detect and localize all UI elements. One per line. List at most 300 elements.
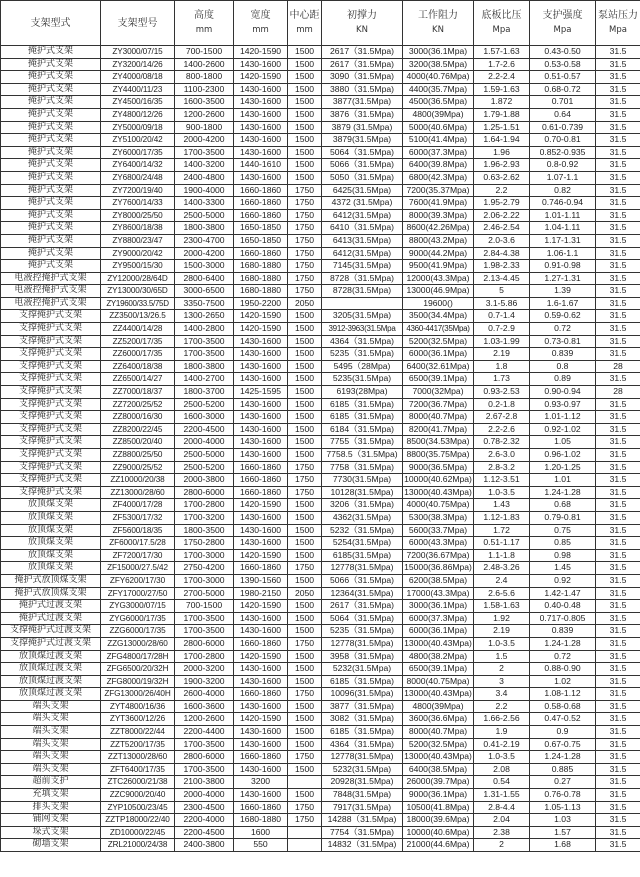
cell-support-type: 铺网支架: [1, 814, 101, 827]
cell-width: 1420-1590: [234, 46, 288, 59]
cell-setting-load: 5232(31.5Mpa): [322, 763, 403, 776]
cell-support-type: 支撑掩护式支架: [1, 486, 101, 499]
cell-height: 1900-3200: [175, 675, 234, 688]
cell-support-strength: 0.96-1.02: [530, 449, 596, 462]
cell-support-type: 掩护式支架: [1, 209, 101, 222]
cell-support-model: ZZ9000/25/52: [101, 461, 175, 474]
cell-center-distance: 1500: [288, 650, 322, 663]
cell-center-distance: 1500: [288, 423, 322, 436]
cell-base-pressure: 1.73: [474, 373, 530, 386]
cell-width: 1390-1560: [234, 574, 288, 587]
cell-center-distance: [288, 826, 322, 839]
cell-height: 2000-3200: [175, 663, 234, 676]
table-row: [1, 587, 640, 600]
table-row: [1, 600, 640, 613]
cell-setting-load: 7917(31.5Mpa): [322, 801, 403, 814]
table-row: [1, 71, 640, 84]
table-row: [1, 159, 640, 172]
cell-setting-load: 7848(31.5Mpa): [322, 789, 403, 802]
cell-support-strength: 1.57: [530, 826, 596, 839]
cell-support-strength: 0.73-0.81: [530, 335, 596, 348]
cell-support-model: ZZG6000/17/35: [101, 625, 175, 638]
cell-setting-load: 6412(31.5Mpa): [322, 247, 403, 260]
table-row: [1, 738, 640, 751]
cell-width: 1425-1595: [234, 386, 288, 399]
cell-support-strength: 0.717-0.805: [530, 612, 596, 625]
cell-height: 1400-3200: [175, 159, 234, 172]
cell-support-model: ZZTP18000/22/40: [101, 814, 175, 827]
cell-working-resistance: 10000(40.6Mpa): [403, 826, 474, 839]
cell-center-distance: 1500: [288, 58, 322, 71]
header-label: 泵站压力: [598, 10, 638, 21]
table-row: [1, 449, 640, 462]
cell-width: 1680-1880: [234, 814, 288, 827]
cell-setting-load: 5064（31.5Mpa): [322, 146, 403, 159]
cell-support-strength: 0.839: [530, 348, 596, 361]
cell-base-pressure: 2.2-2.6: [474, 423, 530, 436]
cell-support-type: 掩护式支架: [1, 260, 101, 273]
cell-working-resistance: 8800(43.2Mpa): [403, 234, 474, 247]
cell-setting-load: 3206（31.5Mpa): [322, 499, 403, 512]
cell-setting-load: [322, 297, 403, 310]
cell-center-distance: 1500: [288, 675, 322, 688]
table-row: [1, 675, 640, 688]
cell-support-type: 支撑掩护式支架: [1, 310, 101, 323]
cell-working-resistance: 8000(40.7Mpa): [403, 726, 474, 739]
cell-working-resistance: 5600(33.7Mpa): [403, 524, 474, 537]
cell-pump-pressure: 31.5: [596, 197, 640, 210]
cell-setting-load: 4362(31.5Mpa): [322, 511, 403, 524]
cell-working-resistance: 18000(39.6Mpa): [403, 814, 474, 827]
cell-support-type: 放顶煤过渡支架: [1, 675, 101, 688]
cell-base-pressure: 2.13-4.45: [474, 272, 530, 285]
cell-support-strength: 0.91-0.98: [530, 260, 596, 273]
cell-center-distance: 1750: [288, 222, 322, 235]
cell-width: 1660-1860: [234, 751, 288, 764]
cell-base-pressure: 2.38: [474, 826, 530, 839]
cell-base-pressure: 1.98-2.33: [474, 260, 530, 273]
cell-height: 1700-2800: [175, 650, 234, 663]
cell-setting-load: 5232（31.5Mpa): [322, 524, 403, 537]
cell-support-type: 支撑掩护式支架: [1, 423, 101, 436]
cell-support-strength: 0.701: [530, 96, 596, 109]
cell-setting-load: 4372 (31.5Mpa): [322, 197, 403, 210]
cell-base-pressure: 0.63-2.62: [474, 171, 530, 184]
cell-height: 2300-4500: [175, 801, 234, 814]
cell-working-resistance: 7200(36.67Mpa): [403, 549, 474, 562]
cell-center-distance: 1500: [288, 373, 322, 386]
header-support-strength: [530, 1, 596, 46]
cell-width: 1430-1600: [234, 108, 288, 121]
cell-center-distance: 1750: [288, 461, 322, 474]
cell-base-pressure: 1.64-1.94: [474, 134, 530, 147]
cell-working-resistance: 8000(39.3Mpa): [403, 209, 474, 222]
table-row: [1, 663, 640, 676]
cell-center-distance: 1500: [288, 726, 322, 739]
cell-support-strength: 0.43-0.50: [530, 46, 596, 59]
header-unit: KN: [356, 25, 368, 35]
cell-support-strength: 1.05-1.13: [530, 801, 596, 814]
cell-center-distance: 1500: [288, 612, 322, 625]
cell-height: 1800-3500: [175, 524, 234, 537]
cell-setting-load: 10096(31.5Mpa): [322, 688, 403, 701]
cell-pump-pressure: 31.5: [596, 272, 640, 285]
cell-center-distance: 1750: [288, 197, 322, 210]
cell-support-strength: 0.40-0.48: [530, 600, 596, 613]
cell-height: 3350-7500: [175, 297, 234, 310]
cell-support-strength: 0.68: [530, 499, 596, 512]
cell-working-resistance: 6000(36.1Mpa): [403, 348, 474, 361]
cell-pump-pressure: 31.5: [596, 688, 640, 701]
cell-support-strength: 1.42-1.47: [530, 587, 596, 600]
cell-width: 1420-1590: [234, 600, 288, 613]
cell-support-model: ZFT6400/17/35: [101, 763, 175, 776]
cell-setting-load: 7754（31.5Mpa): [322, 826, 403, 839]
table-row: [1, 197, 640, 210]
cell-setting-load: 5235（31.5Mpa): [322, 348, 403, 361]
cell-support-type: 端头支架: [1, 713, 101, 726]
cell-pump-pressure: 31.5: [596, 247, 640, 260]
header-setting-load: [322, 1, 403, 46]
cell-setting-load: 3205(31.5Mpa): [322, 310, 403, 323]
cell-center-distance: 1500: [288, 171, 322, 184]
cell-height: 2400-3800: [175, 839, 234, 852]
cell-pump-pressure: 31.5: [596, 46, 640, 59]
table-row: [1, 474, 640, 487]
header-unit: mm: [296, 25, 313, 35]
cell-height: 2300-4700: [175, 234, 234, 247]
cell-center-distance: 1750: [288, 562, 322, 575]
cell-support-type: 掩护式支架: [1, 197, 101, 210]
cell-height: 2000-3800: [175, 474, 234, 487]
cell-working-resistance: 17000(43.3Mpa): [403, 587, 474, 600]
cell-support-strength: 1.17-1.31: [530, 234, 596, 247]
cell-working-resistance: 7200(36.7Mpa): [403, 398, 474, 411]
cell-center-distance: 1500: [288, 398, 322, 411]
cell-center-distance: 1750: [288, 209, 322, 222]
cell-height: 2700-5000: [175, 587, 234, 600]
cell-support-model: ZZG13000/28/60: [101, 637, 175, 650]
cell-working-resistance: 5200(32.5Mpa): [403, 738, 474, 751]
cell-center-distance: 1500: [288, 436, 322, 449]
cell-pump-pressure: 31.5: [596, 323, 640, 336]
cell-base-pressure: 1.92: [474, 612, 530, 625]
cell-support-type: 掩护式支架: [1, 46, 101, 59]
cell-width: 1430-1600: [234, 663, 288, 676]
cell-height: 1700-3500: [175, 348, 234, 361]
cell-center-distance: 2050: [288, 587, 322, 600]
cell-width: 1420-1590: [234, 310, 288, 323]
cell-pump-pressure: 31.5: [596, 398, 640, 411]
cell-height: 1750-2800: [175, 537, 234, 550]
table-row: [1, 121, 640, 134]
cell-support-type: 掩护式支架: [1, 222, 101, 235]
cell-base-pressure: 2.2: [474, 184, 530, 197]
cell-base-pressure: 1.5: [474, 650, 530, 663]
cell-center-distance: 1500: [288, 46, 322, 59]
cell-width: 1420-1590: [234, 713, 288, 726]
cell-base-pressure: 2.4: [474, 574, 530, 587]
cell-pump-pressure: 31.5: [596, 839, 640, 852]
table-row: [1, 83, 640, 96]
table-row: [1, 612, 640, 625]
cell-support-strength: 0.82: [530, 184, 596, 197]
cell-center-distance: 1500: [288, 134, 322, 147]
table-row: [1, 360, 640, 373]
cell-setting-load: 2617（31.5Mpa): [322, 46, 403, 59]
table-row: [1, 247, 640, 260]
cell-base-pressure: 2.46-2.54: [474, 222, 530, 235]
table-row: [1, 511, 640, 524]
cell-height: 2000-4000: [175, 436, 234, 449]
cell-support-type: 电液控掩护式支架: [1, 272, 101, 285]
cell-support-type: 放顶煤支架: [1, 511, 101, 524]
cell-support-strength: 1.01: [530, 474, 596, 487]
cell-support-type: 放顶煤支架: [1, 537, 101, 550]
cell-width: 1430-1600: [234, 121, 288, 134]
table-row: [1, 713, 640, 726]
cell-base-pressure: 0.93-2.53: [474, 386, 530, 399]
cell-support-model: ZY9500/15/30: [101, 260, 175, 273]
cell-setting-load: 6184（31.5Mpa): [322, 423, 403, 436]
cell-height: 2500-5000: [175, 449, 234, 462]
cell-width: 1600: [234, 826, 288, 839]
cell-pump-pressure: 31.5: [596, 146, 640, 159]
cell-height: 2200-4500: [175, 423, 234, 436]
cell-support-strength: 0.852-0.935: [530, 146, 596, 159]
cell-working-resistance: 15000(36.86Mpa): [403, 562, 474, 575]
cell-working-resistance: 6500(39.1Mpa): [403, 663, 474, 676]
cell-support-type: 掩护式支架: [1, 71, 101, 84]
cell-width: 1420-1590: [234, 549, 288, 562]
cell-width: 1660-1860: [234, 801, 288, 814]
cell-center-distance: [288, 839, 322, 852]
cell-pump-pressure: 28: [596, 360, 640, 373]
cell-pump-pressure: 31.5: [596, 751, 640, 764]
cell-center-distance: 1500: [288, 335, 322, 348]
cell-center-distance: 1750: [288, 234, 322, 247]
cell-support-model: ZF7200/17/30: [101, 549, 175, 562]
cell-setting-load: 7730(31.5Mpa): [322, 474, 403, 487]
cell-support-model: ZFY17000/27/50: [101, 587, 175, 600]
cell-width: 1430-1600: [234, 436, 288, 449]
cell-support-model: ZY7600/14/33: [101, 197, 175, 210]
cell-support-type: 支撑掩护式过渡支架: [1, 625, 101, 638]
cell-support-model: ZZ6500/14/27: [101, 373, 175, 386]
cell-support-type: 端头支架: [1, 751, 101, 764]
cell-width: 1430-1600: [234, 726, 288, 739]
cell-support-type: 支撑掩护式支架: [1, 474, 101, 487]
cell-working-resistance: 5300(38.3Mpa): [403, 511, 474, 524]
cell-support-model: ZYT3600/12/26: [101, 713, 175, 726]
table-row: [1, 398, 640, 411]
cell-base-pressure: 1.59-1.63: [474, 83, 530, 96]
cell-base-pressure: 1.12-3.51: [474, 474, 530, 487]
cell-height: 1700-2800: [175, 499, 234, 512]
cell-working-resistance: 6000(37.3Mpa): [403, 612, 474, 625]
table-row: [1, 461, 640, 474]
cell-support-type: 放顶煤支架: [1, 562, 101, 575]
header-label: 支架型式: [30, 17, 71, 29]
cell-setting-load: 7755（31.5Mpa): [322, 436, 403, 449]
cell-pump-pressure: 31.5: [596, 789, 640, 802]
cell-center-distance: 1500: [288, 159, 322, 172]
table-row: [1, 700, 640, 713]
cell-support-strength: 0.89: [530, 373, 596, 386]
cell-setting-load: 5050（31.5Mpa): [322, 171, 403, 184]
cell-pump-pressure: 31.5: [596, 449, 640, 462]
cell-support-strength: 0.61-0.739: [530, 121, 596, 134]
cell-pump-pressure: 31.5: [596, 71, 640, 84]
cell-height: 2200-4000: [175, 814, 234, 827]
cell-center-distance: 1500: [288, 789, 322, 802]
cell-center-distance: 1500: [288, 511, 322, 524]
cell-pump-pressure: 31.5: [596, 474, 640, 487]
cell-working-resistance: 6000(37.3Mpa): [403, 146, 474, 159]
cell-base-pressure: 2.2-2.4: [474, 71, 530, 84]
table-row: [1, 688, 640, 701]
cell-center-distance: [288, 776, 322, 789]
header-unit: Mpa: [492, 25, 511, 35]
cell-support-type: 掩护式支架: [1, 146, 101, 159]
cell-width: 1430-1600: [234, 511, 288, 524]
cell-width: 1430-1600: [234, 171, 288, 184]
cell-support-type: 放顶煤过渡支架: [1, 663, 101, 676]
cell-pump-pressure: 31.5: [596, 96, 640, 109]
cell-support-model: ZY7200/19/40: [101, 184, 175, 197]
table-row: [1, 134, 640, 147]
cell-height: 1600-3600: [175, 700, 234, 713]
cell-support-strength: 1.39: [530, 285, 596, 298]
cell-center-distance: 1750: [288, 751, 322, 764]
cell-width: 1660-1860: [234, 184, 288, 197]
cell-width: 1430-1600: [234, 411, 288, 424]
cell-support-type: 掩护式支架: [1, 184, 101, 197]
cell-width: 1660-1860: [234, 209, 288, 222]
cell-support-strength: 0.67-0.75: [530, 738, 596, 751]
cell-support-model: ZZ10000/20/38: [101, 474, 175, 487]
cell-setting-load: 5066（31.5Mpa): [322, 159, 403, 172]
cell-height: 700-1500: [175, 46, 234, 59]
cell-support-model: ZFG8000/19/32H: [101, 675, 175, 688]
cell-setting-load: 6185（31.5Mpa): [322, 411, 403, 424]
cell-setting-load: 12778(31.5Mpa): [322, 637, 403, 650]
header-label: 支架型号: [117, 17, 158, 29]
cell-support-strength: 0.88-0.90: [530, 663, 596, 676]
cell-pump-pressure: 31.5: [596, 574, 640, 587]
table-row: [1, 814, 640, 827]
cell-height: 1700-3500: [175, 335, 234, 348]
cell-support-type: 掩护式放顶煤支架: [1, 587, 101, 600]
cell-pump-pressure: 31.5: [596, 310, 640, 323]
cell-working-resistance: 6400(32.61Mpa): [403, 360, 474, 373]
cell-base-pressure: 1.9: [474, 726, 530, 739]
cell-support-strength: 1.07-1.1: [530, 171, 596, 184]
header-unit: Mpa: [609, 25, 627, 35]
cell-working-resistance: 9000(36.5Mpa): [403, 461, 474, 474]
cell-support-type: 电液控掩护式支架: [1, 285, 101, 298]
cell-working-resistance: 19600(): [403, 297, 474, 310]
cell-pump-pressure: 31.5: [596, 58, 640, 71]
cell-width: 550: [234, 839, 288, 852]
cell-support-model: ZY8000/25/50: [101, 209, 175, 222]
cell-support-strength: 1.08-1.12: [530, 688, 596, 701]
cell-height: 1700-3000: [175, 549, 234, 562]
cell-support-strength: 0.9: [530, 726, 596, 739]
table-row: [1, 411, 640, 424]
cell-width: 1660-1860: [234, 197, 288, 210]
table-row: [1, 209, 640, 222]
table-row: [1, 146, 640, 159]
table-row: [1, 763, 640, 776]
cell-support-model: ZFY6200/17/30: [101, 574, 175, 587]
cell-base-pressure: 1.43: [474, 499, 530, 512]
table-body: [1, 46, 640, 852]
cell-base-pressure: 1.1-1.8: [474, 549, 530, 562]
cell-center-distance: 1500: [288, 71, 322, 84]
cell-height: 800-1800: [175, 71, 234, 84]
cell-height: 900-1800: [175, 121, 234, 134]
cell-base-pressure: 2.08: [474, 763, 530, 776]
cell-support-model: ZZT8000/22/44: [101, 726, 175, 739]
cell-setting-load: 7758（31.5Mpa): [322, 461, 403, 474]
cell-width: 1980-2150: [234, 587, 288, 600]
cell-working-resistance: 13000(40.43Mpa): [403, 688, 474, 701]
cell-width: 1430-1600: [234, 58, 288, 71]
cell-height: 1200-2600: [175, 713, 234, 726]
cell-support-model: ZYG6000/17/35: [101, 612, 175, 625]
cell-center-distance: 1500: [288, 625, 322, 638]
cell-working-resistance: 8600(42.26Mpa): [403, 222, 474, 235]
cell-base-pressure: 2.0-3.6: [474, 234, 530, 247]
cell-pump-pressure: 31.5: [596, 587, 640, 600]
cell-pump-pressure: 31.5: [596, 159, 640, 172]
cell-base-pressure: 1.872: [474, 96, 530, 109]
cell-center-distance: 1500: [288, 449, 322, 462]
cell-setting-load: 10128(31.5Mpa): [322, 486, 403, 499]
cell-support-model: ZY4800/12/26: [101, 108, 175, 121]
cell-support-type: 支撑掩护式支架: [1, 348, 101, 361]
cell-width: 1430-1600: [234, 360, 288, 373]
cell-support-strength: 0.8-0.92: [530, 159, 596, 172]
cell-support-type: 支撑掩护式过渡支架: [1, 637, 101, 650]
cell-setting-load: 5066（31.5Mpa): [322, 574, 403, 587]
cell-support-strength: 1.68: [530, 839, 596, 852]
cell-support-strength: 1.02: [530, 675, 596, 688]
cell-pump-pressure: 31.5: [596, 776, 640, 789]
cell-working-resistance: 10000(40.62Mpa): [403, 474, 474, 487]
cell-working-resistance: 3200(38.5Mpa): [403, 58, 474, 71]
cell-base-pressure: 1.96: [474, 146, 530, 159]
cell-height: 700-1500: [175, 600, 234, 613]
cell-setting-load: 3879(31.5Mpa): [322, 134, 403, 147]
cell-setting-load: 7145(31.5Mpa): [322, 260, 403, 273]
table-row: [1, 96, 640, 109]
cell-setting-load: 4364（31.5Mpa): [322, 738, 403, 751]
cell-setting-load: 5254(31.5Mpa): [322, 537, 403, 550]
cell-setting-load: 4364（31.5Mpa): [322, 335, 403, 348]
cell-setting-load: 3912-3963(31.5Mpa: [322, 323, 403, 336]
cell-center-distance: 1500: [288, 121, 322, 134]
cell-pump-pressure: 31.5: [596, 537, 640, 550]
cell-working-resistance: 4400(35.7Mpa): [403, 83, 474, 96]
cell-center-distance: 1750: [288, 285, 322, 298]
cell-height: 1700-3500: [175, 612, 234, 625]
cell-pump-pressure: 31.5: [596, 726, 640, 739]
cell-width: 1430-1600: [234, 789, 288, 802]
cell-center-distance: 1750: [288, 688, 322, 701]
header-height: [175, 1, 234, 46]
